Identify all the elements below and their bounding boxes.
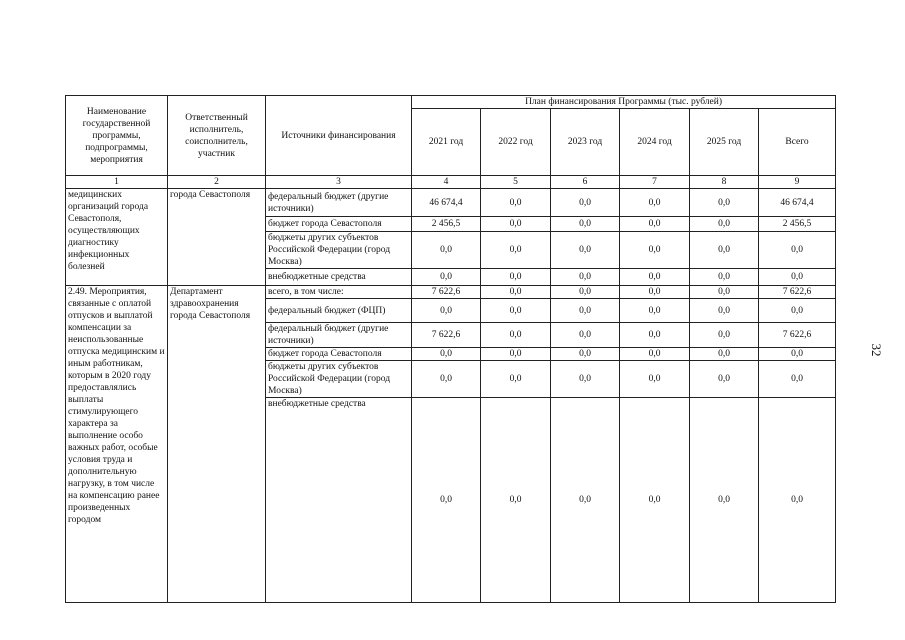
activity-name-cell: медицинских организаций города Севастополя, осуществляющих диагностику инфекционных болезней xyxy=(66,189,168,286)
year-value-cell: 0,0 xyxy=(690,299,759,323)
year-value-cell: 0,0 xyxy=(481,217,551,232)
year-value-cell: 0,0 xyxy=(412,269,481,286)
year-value-cell: 0,0 xyxy=(690,189,759,217)
year-value-cell: 0,0 xyxy=(481,361,551,398)
col-number: 3 xyxy=(266,176,412,189)
year-value-cell: 0,0 xyxy=(412,348,481,361)
total-value-cell: 0,0 xyxy=(759,232,836,269)
total-value-cell: 0,0 xyxy=(759,361,836,398)
year-value-cell: 0,0 xyxy=(481,286,551,299)
year-value-cell: 0,0 xyxy=(551,323,620,348)
executor-cell: города Севастополя xyxy=(168,189,266,286)
year-value-cell: 0,0 xyxy=(481,348,551,361)
executor-cell: Департамент здравоохранения города Севастополя xyxy=(168,286,266,603)
year-value-cell: 0,0 xyxy=(620,232,690,269)
col-number: 7 xyxy=(620,176,690,189)
year-value-cell: 0,0 xyxy=(481,232,551,269)
total-value-cell: 2 456,5 xyxy=(759,217,836,232)
funding-source-cell: бюджет города Севастополя xyxy=(266,348,412,361)
year-value-cell: 7 622,6 xyxy=(412,323,481,348)
header-year-2024: 2024 год xyxy=(620,109,690,176)
header-plan: План финансирования Программы (тыс. рублей) xyxy=(412,96,836,109)
year-value-cell: 0,0 xyxy=(620,398,690,603)
year-value-cell: 0,0 xyxy=(620,299,690,323)
year-value-cell: 0,0 xyxy=(481,189,551,217)
year-value-cell: 0,0 xyxy=(690,217,759,232)
year-value-cell: 0,0 xyxy=(551,269,620,286)
total-value-cell: 0,0 xyxy=(759,269,836,286)
header-sources: Источники финансирования xyxy=(266,96,412,176)
year-value-cell: 0,0 xyxy=(551,232,620,269)
year-value-cell: 0,0 xyxy=(551,217,620,232)
year-value-cell: 0,0 xyxy=(481,398,551,603)
header-executor: Ответственный исполнитель, соисполнитель, участник xyxy=(168,96,266,176)
year-value-cell: 0,0 xyxy=(551,348,620,361)
year-value-cell: 0,0 xyxy=(620,269,690,286)
year-value-cell: 0,0 xyxy=(690,398,759,603)
year-value-cell: 2 456,5 xyxy=(412,217,481,232)
funding-source-cell: федеральный бюджет (ФЦП) xyxy=(266,299,412,323)
activity-name-cell: 2.49. Мероприятия, связанные с оплатой отпусков и выплатой компенсации за неиспользованные отпуска медицинским и иным работникам, которым в 2020 году предоставлялись выплаты стимулирующего характера за выполнение особо важных работ, особые условия труда и дополнительную нагрузку, в том числе на компенсацию ранее произведенных городом xyxy=(66,286,168,603)
year-value-cell: 0,0 xyxy=(412,398,481,603)
header-total: Всего xyxy=(759,109,836,176)
year-value-cell: 0,0 xyxy=(412,299,481,323)
total-value-cell: 7 622,6 xyxy=(759,323,836,348)
col-number: 9 xyxy=(759,176,836,189)
col-number: 1 xyxy=(66,176,168,189)
year-value-cell: 0,0 xyxy=(551,189,620,217)
header-year-2022: 2022 год xyxy=(481,109,551,176)
col-number: 8 xyxy=(690,176,759,189)
year-value-cell: 0,0 xyxy=(690,361,759,398)
total-value-cell: 46 674,4 xyxy=(759,189,836,217)
funding-source-cell: бюджеты других субъектов Российской Федерации (город Москва) xyxy=(266,232,412,269)
total-value-cell: 0,0 xyxy=(759,398,836,603)
year-value-cell: 0,0 xyxy=(412,361,481,398)
col-number: 2 xyxy=(168,176,266,189)
year-value-cell: 0,0 xyxy=(690,232,759,269)
year-value-cell: 0,0 xyxy=(551,398,620,603)
year-value-cell: 0,0 xyxy=(620,286,690,299)
year-value-cell: 0,0 xyxy=(481,269,551,286)
year-value-cell: 0,0 xyxy=(481,299,551,323)
funding-source-cell: федеральный бюджет (другие источники) xyxy=(266,189,412,217)
total-value-cell: 0,0 xyxy=(759,348,836,361)
page-number: 32 xyxy=(869,343,884,357)
col-number: 5 xyxy=(481,176,551,189)
year-value-cell: 0,0 xyxy=(551,361,620,398)
year-value-cell: 0,0 xyxy=(620,361,690,398)
total-value-cell: 7 622,6 xyxy=(759,286,836,299)
table-row xyxy=(66,286,836,299)
header-year-2025: 2025 год xyxy=(690,109,759,176)
table-row xyxy=(66,189,836,217)
year-value-cell: 0,0 xyxy=(620,323,690,348)
col-number: 4 xyxy=(412,176,481,189)
header-year-2023: 2023 год xyxy=(551,109,620,176)
year-value-cell: 46 674,4 xyxy=(412,189,481,217)
year-value-cell: 0,0 xyxy=(690,286,759,299)
header-name: Наименование государственной программы, подпрограммы, мероприятия xyxy=(66,96,168,176)
funding-source-cell: федеральный бюджет (другие источники) xyxy=(266,323,412,348)
year-value-cell: 0,0 xyxy=(690,348,759,361)
total-value-cell: 0,0 xyxy=(759,299,836,323)
year-value-cell: 7 622,6 xyxy=(412,286,481,299)
funding-source-cell: бюджет города Севастополя xyxy=(266,217,412,232)
col-number: 6 xyxy=(551,176,620,189)
financing-table xyxy=(65,95,836,603)
year-value-cell: 0,0 xyxy=(620,217,690,232)
year-value-cell: 0,0 xyxy=(551,299,620,323)
year-value-cell: 0,0 xyxy=(481,323,551,348)
year-value-cell: 0,0 xyxy=(690,269,759,286)
year-value-cell: 0,0 xyxy=(412,232,481,269)
funding-source-cell: бюджеты других субъектов Российской Федерации (город Москва) xyxy=(266,361,412,398)
year-value-cell: 0,0 xyxy=(620,348,690,361)
funding-source-cell: всего, в том числе: xyxy=(266,286,412,299)
year-value-cell: 0,0 xyxy=(690,323,759,348)
year-value-cell: 0,0 xyxy=(620,189,690,217)
funding-source-cell: внебюджетные средства xyxy=(266,269,412,286)
header-year-2021: 2021 год xyxy=(412,109,481,176)
funding-source-cell: внебюджетные средства xyxy=(266,398,412,603)
year-value-cell: 0,0 xyxy=(551,286,620,299)
